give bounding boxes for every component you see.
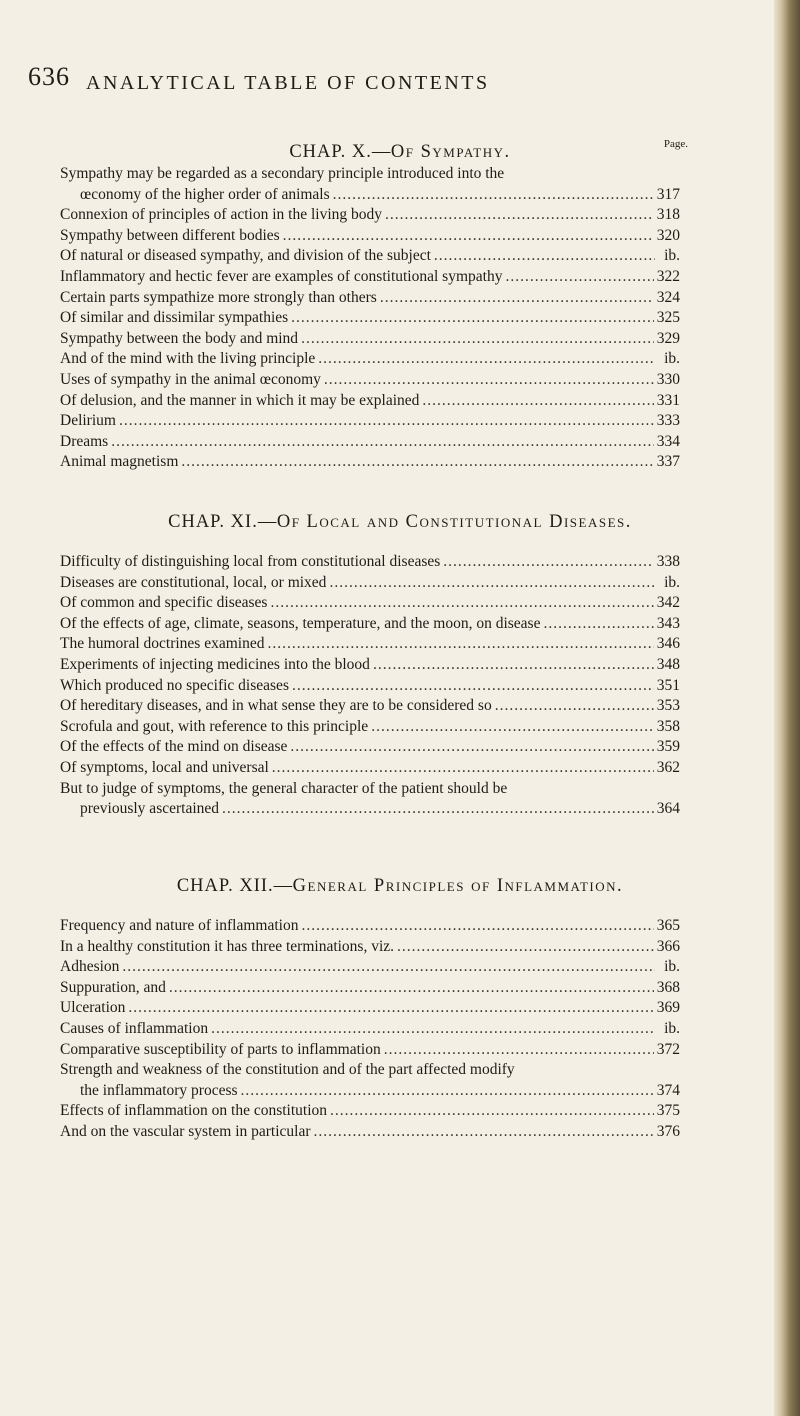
page-header: [28, 62, 760, 102]
page-ref: 359: [656, 738, 680, 756]
chapter-12-entries: [60, 916, 680, 1143]
page-ref: 368: [656, 978, 680, 996]
toc-entry: [60, 573, 680, 594]
toc-entry: [60, 185, 680, 206]
chapter-number: CHAP. XII.: [176, 876, 274, 896]
page-column-label: Page.: [663, 138, 688, 150]
dot-leader: [324, 370, 654, 391]
dot-leader: [270, 593, 653, 614]
chapter-title: General Principles of Inflammation.: [292, 876, 624, 896]
toc-entry: [60, 937, 680, 958]
toc-entry: [60, 593, 680, 614]
page-ref: ib.: [664, 1019, 680, 1037]
entry-text: Difficulty of distinguishing local from constitutional diseases: [60, 553, 441, 570]
entry-text: Of the effects of the mind on disease: [60, 738, 288, 756]
entry-text: Certain parts sympathize more strongly than others: [60, 288, 377, 306]
entry-text: And on the vascular system in particular: [60, 1122, 311, 1140]
toc-entry: [60, 246, 680, 267]
toc-entry: [60, 432, 680, 453]
entry-text: Of common and specific diseases: [60, 594, 268, 612]
entry-text: the inflammatory process: [80, 1081, 238, 1099]
dot-leader: [314, 1122, 654, 1143]
toc-entry: [60, 205, 680, 226]
page-ref: 376: [656, 1122, 680, 1140]
page-ref: 351: [656, 676, 680, 694]
page-ref: 353: [656, 697, 680, 715]
dot-leader: [122, 957, 655, 978]
dot-leader: [380, 288, 654, 309]
entry-text: Suppuration, and: [60, 978, 166, 996]
dot-leader: [301, 916, 653, 937]
entry-text: Causes of inflammation: [60, 1019, 209, 1037]
toc-entry: [60, 779, 680, 800]
dot-leader: [290, 737, 653, 758]
page-ref: 346: [656, 635, 680, 653]
page-ref: 334: [656, 432, 680, 450]
chapter-title: Of Sympathy.: [390, 142, 511, 162]
page-ref: ib.: [664, 350, 680, 368]
toc-entry: [60, 655, 680, 676]
page-ref: 329: [656, 329, 680, 347]
entry-text: Sympathy between different bodies: [60, 226, 280, 244]
dot-leader: [283, 226, 654, 247]
toc-entry: [60, 1040, 680, 1061]
dot-leader: [434, 246, 655, 267]
toc-entry: [60, 226, 680, 247]
dot-leader: [272, 758, 654, 779]
toc-entry: [60, 308, 680, 329]
page-ref: 375: [656, 1102, 680, 1120]
page-ref: 364: [656, 800, 680, 818]
toc-entry: [60, 164, 680, 185]
dot-leader: [329, 573, 655, 594]
entry-text: previously ascertained: [80, 800, 220, 818]
entry-text: Delirium: [60, 412, 116, 430]
page-ref: 348: [656, 655, 680, 673]
chapter-number: CHAP. X.: [289, 142, 372, 162]
entry-text: The humoral doctrines examined: [60, 635, 265, 653]
toc-entry: [60, 288, 680, 309]
dot-leader: [371, 717, 654, 738]
toc-entry: [60, 957, 680, 978]
entry-text: Which produced no specific diseases: [60, 676, 289, 694]
page-binding-edge: [774, 0, 800, 1416]
toc-entry: [60, 998, 680, 1019]
entry-text: Ulceration: [60, 999, 126, 1017]
entry-text: œconomy of the higher order of animals: [80, 185, 330, 203]
page-ref: 342: [656, 594, 680, 612]
dot-leader: [505, 267, 653, 288]
chapter-title: Of Local and Constitutional Diseases.: [276, 512, 632, 532]
entry-text: Of natural or diseased sympathy, and division of the subject: [60, 247, 431, 265]
toc-entry: [60, 329, 680, 350]
chapter-10-entries: [60, 164, 680, 473]
page-ref: 331: [656, 391, 680, 409]
chapter-11-entries: [60, 552, 680, 820]
toc-entry: [60, 1101, 680, 1122]
running-title: ANALYTICAL TABLE OF CONTENTS: [86, 72, 490, 94]
page-ref: ib.: [664, 573, 680, 591]
toc-entry: [60, 452, 680, 473]
page-ref: 372: [656, 1040, 680, 1058]
entry-text: Diseases are constitutional, local, or mixed: [60, 573, 327, 591]
toc-entry: [60, 717, 680, 738]
page-ref: 369: [656, 999, 680, 1017]
chapter-number: CHAP. XI.: [168, 512, 258, 532]
entry-text: Of the effects of age, climate, seasons, temperature, and the moon, on disease: [60, 614, 541, 632]
dot-leader: [318, 349, 655, 370]
toc-entry: [60, 411, 680, 432]
dot-leader: [211, 1019, 655, 1040]
entry-text: Frequency and nature of inflammation: [60, 917, 299, 934]
page-ref: 330: [656, 370, 680, 388]
entry-text: Sympathy between the body and mind: [60, 329, 299, 347]
toc-entry: [60, 349, 680, 370]
entry-text: And of the mind with the living principle: [60, 350, 316, 368]
chapter-10-heading: CHAP. X.—Of Sympathy.: [289, 142, 511, 162]
page-ref: 324: [656, 288, 680, 306]
dot-leader: [443, 552, 653, 573]
entry-text: Dreams: [60, 432, 109, 450]
dot-leader: [495, 696, 654, 717]
dot-leader: [384, 1040, 654, 1061]
page-ref: 317: [656, 185, 680, 203]
entry-text: Of similar and dissimilar sympathies: [60, 309, 289, 327]
dot-leader: [422, 391, 653, 412]
toc-entry: [60, 634, 680, 655]
toc-entry: [60, 916, 680, 937]
toc-entry: [60, 370, 680, 391]
dot-leader: [291, 308, 654, 329]
chapter-11-heading: CHAP. XI.—Of Local and Constitutional Diseases.: [168, 512, 632, 532]
toc-entry: [60, 1081, 680, 1102]
dot-leader: [543, 614, 653, 635]
entry-text: Inflammatory and hectic fever are examples of constitutional sympathy: [60, 267, 503, 285]
toc-entry: [60, 696, 680, 717]
page-ref: 343: [656, 614, 680, 632]
dot-leader: [292, 676, 654, 697]
dot-leader: [301, 329, 654, 350]
entry-text: Of hereditary diseases, and in what sense they are to be considered so: [60, 697, 492, 715]
page-ref: 320: [656, 226, 680, 244]
entry-text: Comparative susceptibility of parts to inflammation: [60, 1040, 381, 1058]
page-ref: 362: [656, 758, 680, 776]
chapter-12-heading: CHAP. XII.—General Principles of Inflammation.: [176, 876, 624, 896]
toc-entry: [60, 552, 680, 573]
entry-text: Experiments of injecting medicines into the blood: [60, 655, 370, 673]
dot-leader: [397, 937, 654, 958]
page-number: 636: [28, 62, 70, 91]
toc-entry: [60, 614, 680, 635]
page-ref: ib.: [664, 958, 680, 976]
dot-leader: [385, 205, 654, 226]
entry-text: Of delusion, and the manner in which it may be explained: [60, 391, 420, 409]
page-ref: 358: [656, 717, 680, 735]
page-ref: 322: [656, 267, 680, 285]
entry-text: Of symptoms, local and universal: [60, 758, 269, 776]
dot-leader: [128, 998, 653, 1019]
page-ref: 366: [656, 937, 680, 955]
toc-entry: [60, 758, 680, 779]
entry-text: Scrofula and gout, with reference to this principle: [60, 717, 369, 735]
toc-entry: [60, 737, 680, 758]
dot-leader: [241, 1081, 654, 1102]
page-ref: 365: [656, 917, 680, 934]
dot-leader: [267, 634, 653, 655]
entry-text: In a healthy constitution it has three terminations, viz.: [60, 937, 395, 955]
toc-entry: [60, 1122, 680, 1143]
toc-entry: [60, 978, 680, 999]
toc-entry: [60, 799, 680, 820]
page-ref: 325: [656, 309, 680, 327]
entry-text: Strength and weakness of the constitution and of the part affected modify: [60, 1061, 515, 1079]
toc-entry: [60, 1019, 680, 1040]
entry-text: Animal magnetism: [60, 453, 179, 471]
toc-entry: [60, 676, 680, 697]
dot-leader: [169, 978, 654, 999]
toc-entry: [60, 1060, 680, 1081]
page-ref: 338: [656, 553, 680, 570]
page-ref: 333: [656, 412, 680, 430]
dot-leader: [373, 655, 654, 676]
dot-leader: [119, 411, 654, 432]
page-ref: 374: [656, 1081, 680, 1099]
dot-leader: [330, 1101, 654, 1122]
dot-leader: [111, 432, 654, 453]
entry-text: Connexion of principles of action in the living body: [60, 206, 383, 224]
page-ref: 318: [656, 206, 680, 224]
entry-text: Sympathy may be regarded as a secondary principle introduced into the: [60, 165, 505, 182]
page-ref: 337: [656, 453, 680, 471]
toc-entry: [60, 391, 680, 412]
page-ref: ib.: [664, 247, 680, 265]
dot-leader: [181, 452, 653, 473]
dot-leader: [333, 185, 654, 206]
entry-text: Effects of inflammation on the constitution: [60, 1102, 328, 1120]
entry-text: But to judge of symptoms, the general character of the patient should be: [60, 779, 508, 797]
entry-text: Adhesion: [60, 958, 120, 976]
entry-text: Uses of sympathy in the animal œconomy: [60, 370, 321, 388]
toc-entry: [60, 267, 680, 288]
dot-leader: [222, 799, 654, 820]
